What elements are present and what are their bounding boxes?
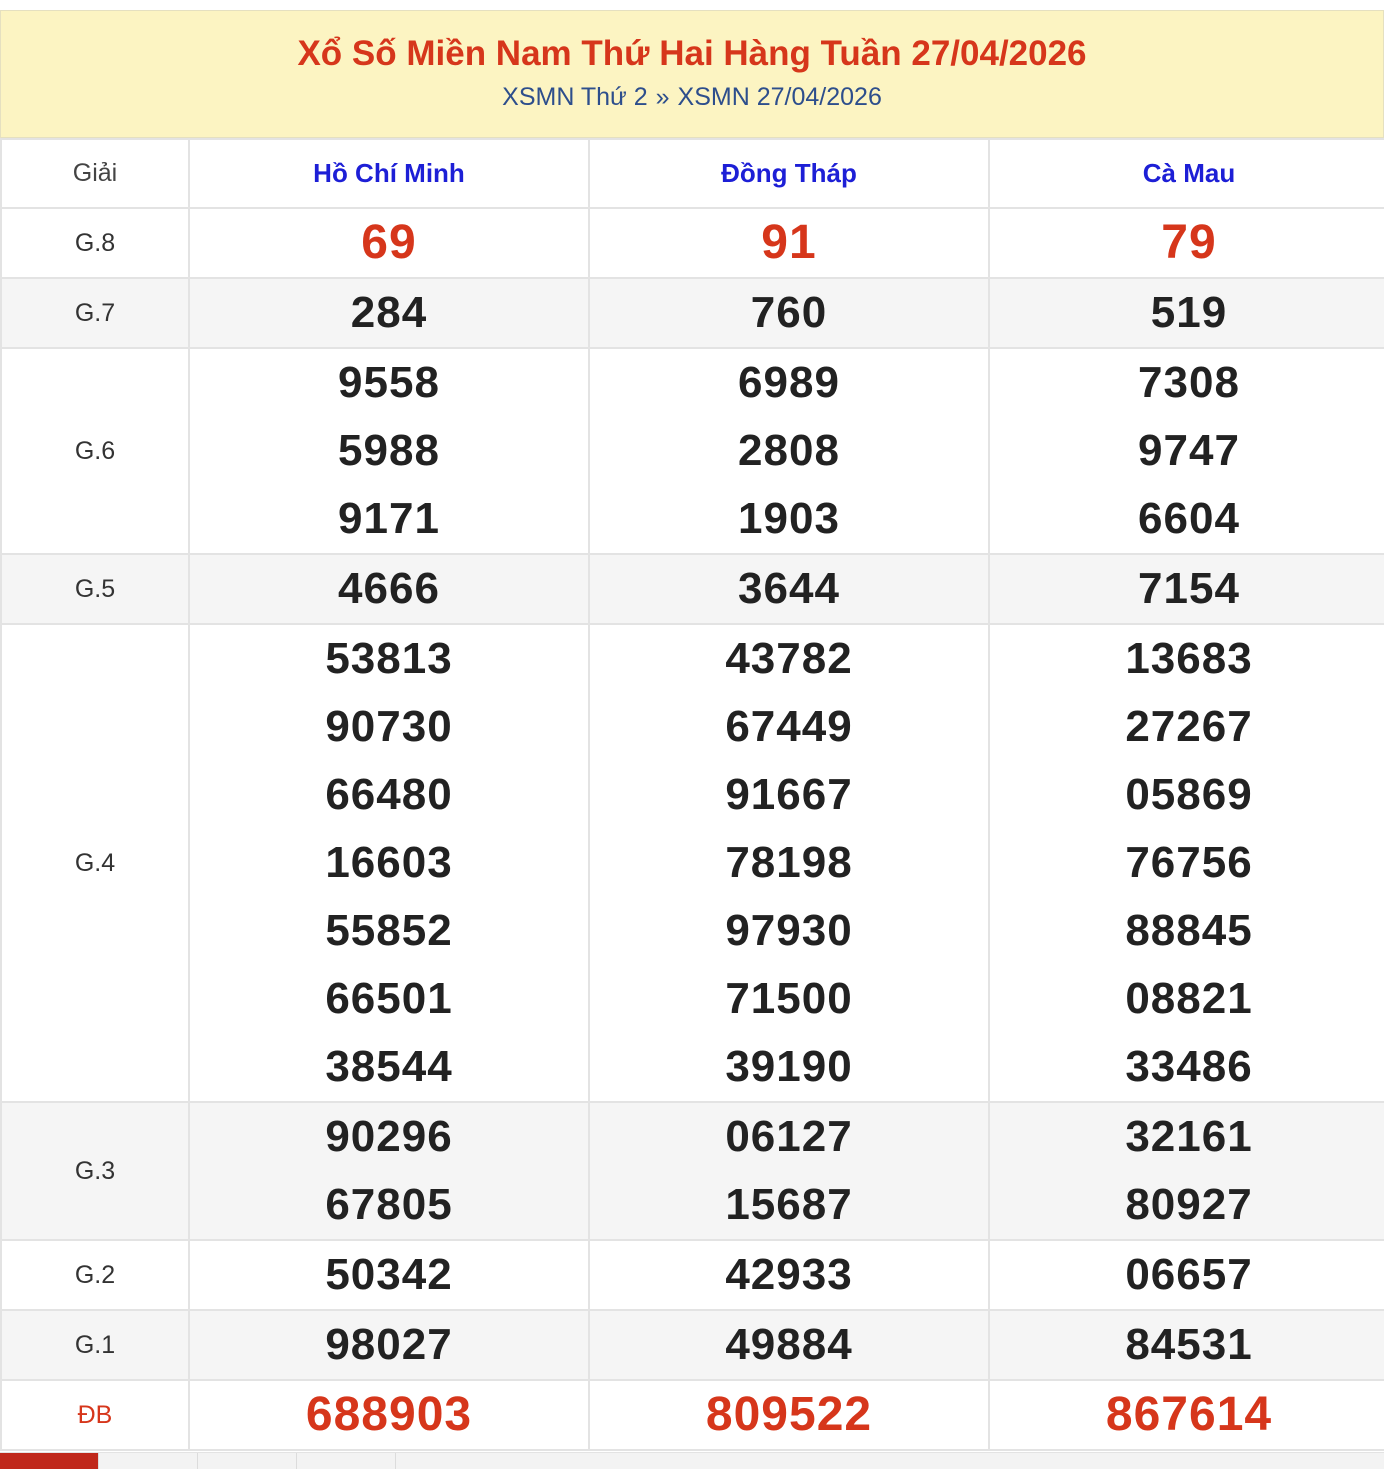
winning-number: 2808 (738, 426, 840, 475)
winning-number: 78198 (725, 838, 853, 887)
winning-number: 76756 (1125, 838, 1253, 887)
winning-number: 42933 (725, 1250, 853, 1299)
prize-row (1, 554, 1384, 624)
winning-number: 867614 (1105, 1388, 1273, 1441)
winning-number: 13683 (1125, 634, 1253, 683)
prize-label: G.6 (1, 348, 189, 554)
prize-row (1, 624, 1384, 1102)
prize-cell (989, 278, 1384, 348)
prize-label: ĐB (1, 1380, 189, 1450)
column-header-prize: Giải (1, 139, 189, 208)
breadcrumb-link-weekday[interactable]: XSMN Thứ 2 (502, 83, 648, 111)
prize-cell (189, 208, 589, 278)
prize-cell (189, 1102, 589, 1240)
prize-cell (589, 278, 989, 348)
winning-number: 69 (361, 216, 417, 269)
winning-number: 6989 (738, 358, 840, 407)
winning-number: 284 (350, 288, 428, 337)
winning-number: 3644 (738, 564, 840, 613)
winning-number: 88845 (1125, 906, 1253, 955)
tab-button[interactable] (297, 1453, 396, 1469)
winning-number: 53813 (325, 634, 453, 683)
prize-cell (989, 1380, 1384, 1450)
results-panel (0, 10, 1384, 1451)
prize-row (1, 1310, 1384, 1380)
winning-number: 519 (1150, 288, 1228, 337)
prize-cell (989, 348, 1384, 554)
prize-cell (189, 1380, 589, 1450)
prize-cell (589, 348, 989, 554)
winning-number: 7154 (1138, 564, 1240, 613)
winning-number: 84531 (1125, 1320, 1253, 1369)
breadcrumb (1, 81, 1383, 113)
prize-cell (589, 1240, 989, 1310)
tab-button[interactable] (0, 1453, 99, 1469)
prize-row (1, 278, 1384, 348)
winning-number: 9558 (338, 358, 440, 407)
prize-cell (989, 1240, 1384, 1310)
winning-number: 4666 (338, 564, 440, 613)
results-header (0, 10, 1384, 138)
winning-number: 809522 (705, 1388, 873, 1441)
winning-number: 15687 (725, 1180, 853, 1229)
winning-number: 6604 (1138, 494, 1240, 543)
prize-row (1, 208, 1384, 278)
winning-number: 7308 (1138, 358, 1240, 407)
winning-number: 67805 (325, 1180, 453, 1229)
prize-cell (989, 1310, 1384, 1380)
winning-number: 90730 (325, 702, 453, 751)
prize-cell (189, 554, 589, 624)
prize-label: G.5 (1, 554, 189, 624)
winning-number: 90296 (325, 1112, 453, 1161)
prize-cell (589, 1380, 989, 1450)
prize-row (1, 1240, 1384, 1310)
results-body (1, 208, 1384, 1450)
winning-number: 05869 (1125, 770, 1253, 819)
winning-number: 760 (750, 288, 828, 337)
winning-number: 16603 (325, 838, 453, 887)
prize-cell (189, 1310, 589, 1380)
prize-row (1, 1380, 1384, 1450)
prize-row (1, 1102, 1384, 1240)
prize-cell (189, 1240, 589, 1310)
prize-row (1, 348, 1384, 554)
winning-number: 39190 (725, 1042, 853, 1091)
winning-number: 98027 (325, 1320, 453, 1369)
column-header-province[interactable]: Đồng Tháp (589, 139, 989, 208)
breadcrumb-link-date[interactable]: XSMN 27/04/2026 (677, 83, 882, 111)
winning-number: 43782 (725, 634, 853, 683)
winning-number: 38544 (325, 1042, 453, 1091)
winning-number: 66480 (325, 770, 453, 819)
winning-number: 688903 (305, 1388, 473, 1441)
winning-number: 06127 (725, 1112, 853, 1161)
winning-number: 91 (761, 216, 817, 269)
prize-cell (589, 208, 989, 278)
winning-number: 49884 (725, 1320, 853, 1369)
winning-number: 27267 (1125, 702, 1253, 751)
prize-cell (989, 1102, 1384, 1240)
column-header-province[interactable]: Cà Mau (989, 139, 1384, 208)
winning-number: 66501 (325, 974, 453, 1023)
page-title: Xổ Số Miền Nam Thứ Hai Hàng Tuần 27/04/2026 (297, 34, 1087, 73)
winning-number: 08821 (1125, 974, 1253, 1023)
prize-cell (989, 554, 1384, 624)
winning-number: 55852 (325, 906, 453, 955)
winning-number: 91667 (725, 770, 853, 819)
winning-number: 9171 (338, 494, 440, 543)
prize-label: G.2 (1, 1240, 189, 1310)
winning-number: 67449 (725, 702, 853, 751)
winning-number: 9747 (1138, 426, 1240, 475)
winning-number: 80927 (1125, 1180, 1253, 1229)
prize-cell (189, 624, 589, 1102)
prize-label: G.4 (1, 624, 189, 1102)
winning-number: 32161 (1125, 1112, 1253, 1161)
bottom-tab-strip (0, 1452, 1384, 1469)
prize-cell (589, 1310, 989, 1380)
winning-number: 33486 (1125, 1042, 1253, 1091)
winning-number: 97930 (725, 906, 853, 955)
prize-cell (589, 1102, 989, 1240)
column-header-province[interactable]: Hồ Chí Minh (189, 139, 589, 208)
prize-label: G.8 (1, 208, 189, 278)
prize-cell (589, 554, 989, 624)
prize-cell (589, 624, 989, 1102)
winning-number: 79 (1161, 216, 1217, 269)
prize-cell (989, 208, 1384, 278)
winning-number: 50342 (325, 1250, 453, 1299)
prize-cell (189, 278, 589, 348)
winning-number: 5988 (338, 426, 440, 475)
tab-button[interactable] (99, 1453, 198, 1469)
winning-number: 1903 (738, 494, 840, 543)
prize-label: G.1 (1, 1310, 189, 1380)
prize-label: G.7 (1, 278, 189, 348)
breadcrumb-separator: » (655, 83, 670, 111)
results-table (0, 138, 1384, 1451)
prize-cell (989, 624, 1384, 1102)
prize-label: G.3 (1, 1102, 189, 1240)
prize-cell (189, 348, 589, 554)
tab-button[interactable] (198, 1453, 297, 1469)
winning-number: 71500 (725, 974, 853, 1023)
winning-number: 06657 (1125, 1250, 1253, 1299)
